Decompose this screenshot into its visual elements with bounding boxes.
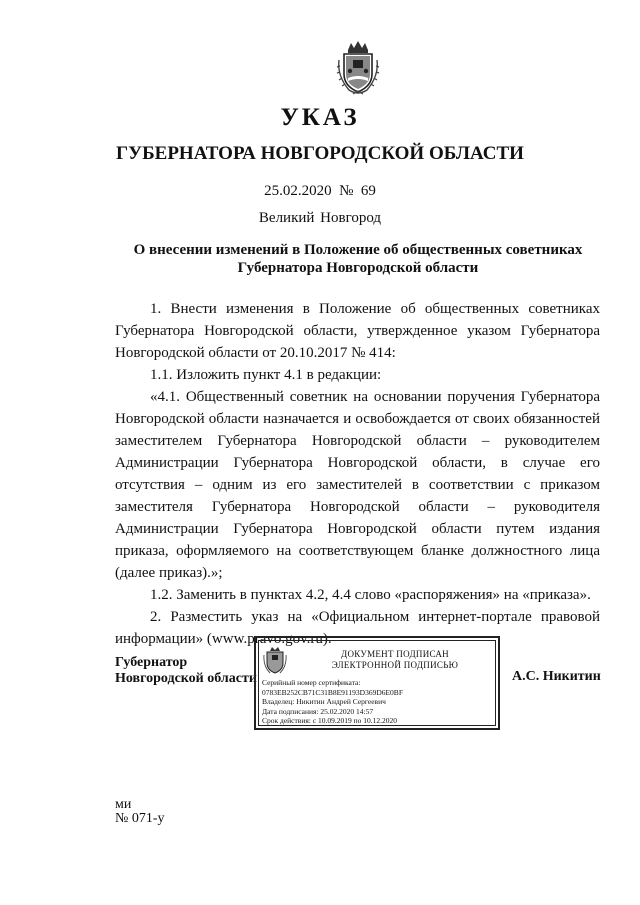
stamp-coat-of-arms-icon — [263, 646, 287, 676]
number-sign: № — [339, 183, 354, 199]
document-number: 69 — [360, 183, 376, 199]
footer-reference — [115, 798, 165, 826]
paragraph-1-2: 1.2. Заменить в пунктах 4.2, 4.4 слово «распоряжения» на «приказа». — [150, 587, 591, 603]
electronic-signature-stamp — [254, 636, 500, 730]
paragraph-1-1: 1.1. Изложить пункт 4.1 в редакции: — [150, 367, 382, 383]
subject-line-1: О внесении изменений в Положение об общественных советниках — [133, 242, 583, 258]
stamp-owner: Владелец: Никитин Андрей Сергеевич — [262, 697, 386, 706]
subject-line-2: Губернатора Новгородской области — [237, 260, 479, 276]
paragraph-2: 2. Разместить указ на «Официальном интернет-портале правовой информации» (www.pravo.gov.ru). — [115, 609, 600, 647]
document-body — [115, 298, 600, 650]
stamp-signed-date: Дата подписания: 25.02.2020 14:57 — [262, 706, 374, 716]
executor-initials: ми — [115, 797, 132, 812]
issuer-title: ГУБЕРНАТОРА НОВГОРОДСКОЙ ОБЛАСТИ — [116, 143, 524, 164]
paragraph-4-1-amendment: «4.1. Общественный советник на основании поручения Губернатора Новгородской области назначается и освобождается от своих обязанностей заместителем Губернатора Новгородской области – руководителем Администрации Губернатора Новгородской области, в случае его отсутствия – одним из его заместителей в соответствии с приказом заместителя Губернатора Новгородской области – руководителя Администрации Губернатора Новгородской области путем издания приказа, оформляемого на соответствующем бланке должностного лица (далее приказ).»; — [115, 389, 600, 581]
place-of-issue: Великий Новгород — [258, 210, 382, 226]
signatory-title-line-1: Губернатор — [115, 655, 188, 670]
stamp-details — [262, 678, 403, 726]
stamp-heading-line-2: ЭЛЕКТРОННОЙ ПОДПИСЬЮ — [331, 660, 459, 670]
registration-number: № 071-у — [115, 811, 165, 826]
stamp-cert-number: 0783EB252CB71C31B8E91193D369D6E0BF — [262, 687, 403, 697]
signatory-name: А.С. Никитин — [512, 669, 601, 684]
signatory-title — [115, 655, 257, 687]
document-date: 25.02.2020 — [264, 183, 332, 199]
stamp-heading — [295, 649, 495, 671]
document-type: УКАЗ — [280, 104, 360, 131]
document-subject — [120, 241, 596, 277]
date-number-line — [0, 183, 640, 200]
stamp-validity: Срок действия: с 10.09.2019 по 10.12.2020 — [262, 716, 397, 725]
signatory-title-line-2: Новгородской области — [115, 671, 257, 686]
stamp-heading-line-1: ДОКУМЕНТ ПОДПИСАН — [341, 649, 449, 659]
novgorod-coat-of-arms-icon — [335, 40, 381, 98]
stamp-cert-label: Серийный номер сертификата: — [262, 678, 361, 687]
coat-of-arms-emblem — [335, 40, 381, 98]
paragraph-1: 1. Внести изменения в Положение об общественных советниках Губернатора Новгородской области, утвержденное указом Губернатора Новгородской области от 20.10.2017 № 414: — [115, 301, 600, 361]
